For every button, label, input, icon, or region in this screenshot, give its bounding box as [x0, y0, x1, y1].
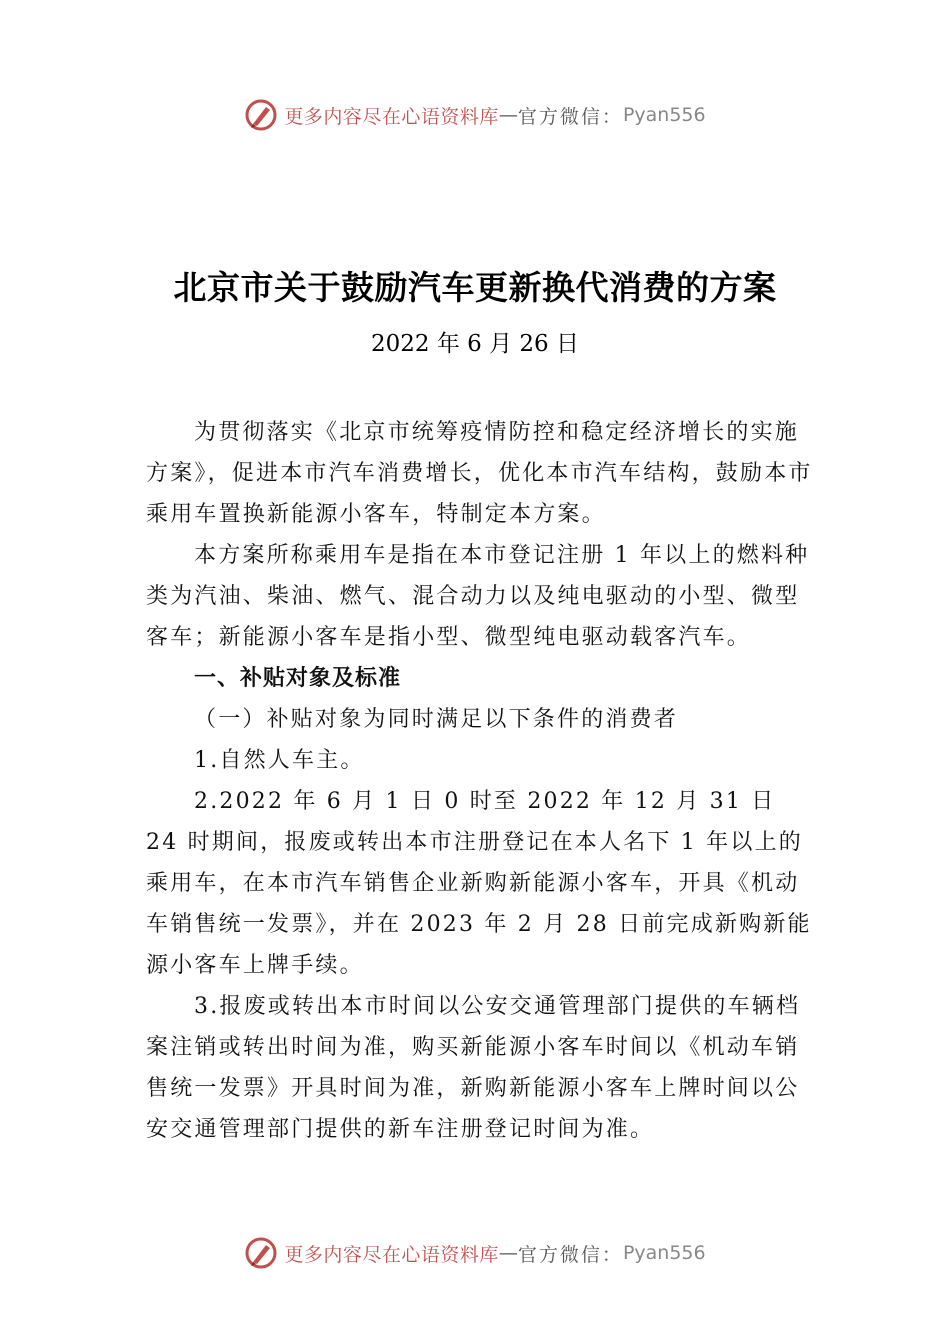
subsection-heading: （一）补贴对象为同时满足以下条件的消费者	[194, 707, 679, 732]
document-date: 2022 年 6 月 26 日	[371, 331, 579, 357]
pen-logo-icon	[244, 1236, 278, 1270]
list-item: 2.2022 年 6 月 1 日 0 时至 2022 年 12 月 31 日 24 时期间，报废或转出本市注册登记在本人名下 1 年以上的乘用车，在本市汽车销售企业新购新能源小客车，开具《机动车销售统一发票》，并在 2023 年 2 月 28 日前完成新购新能源小客车上牌手续。	[146, 789, 812, 978]
watermark-main-text: 更多内容尽在心语资料库	[284, 105, 499, 128]
watermark-header	[0, 95, 950, 135]
watermark-wechat-id: Pyan556	[622, 1242, 706, 1264]
paragraph: 本方案所称乘用车是指在本市登记注册 1 年以上的燃料种类为汽油、柴油、燃气、混合动力以及纯电驱动的小型、微型客车；新能源小客车是指小型、微型纯电驱动载客汽车。	[146, 543, 810, 650]
document-body	[146, 412, 816, 1150]
list-item: 3.报废或转出本市时间以公安交通管理部门提供的车辆档案注销或转出时间为准，购买新能源小客车时间以《机动车销售统一发票》开具时间为准，新购新能源小客车上牌时间以公安交通管理部门提供的新车注册登记时间为准。	[146, 994, 801, 1142]
section-heading: 一、补贴对象及标准	[194, 666, 402, 691]
watermark-wechat-label: 官方微信：	[517, 1243, 623, 1266]
paragraph: 为贯彻落实《北京市统筹疫情防控和稳定经济增长的实施方案》，促进本市汽车消费增长，优化本市汽车结构，鼓励本市乘用车置换新能源小客车，特制定本方案。	[146, 420, 813, 527]
watermark-footer	[0, 1233, 950, 1273]
watermark-separator: —	[498, 104, 518, 126]
watermark-main-text: 更多内容尽在心语资料库	[284, 1243, 499, 1266]
watermark-wechat-id: Pyan556	[622, 104, 706, 126]
list-item: 1.自然人车主。	[194, 748, 365, 773]
watermark-wechat-label: 官方微信：	[517, 105, 623, 128]
watermark-separator: —	[498, 1242, 518, 1264]
document-title: 北京市关于鼓励汽车更新换代消费的方案	[173, 268, 777, 307]
pen-logo-icon	[244, 98, 278, 132]
